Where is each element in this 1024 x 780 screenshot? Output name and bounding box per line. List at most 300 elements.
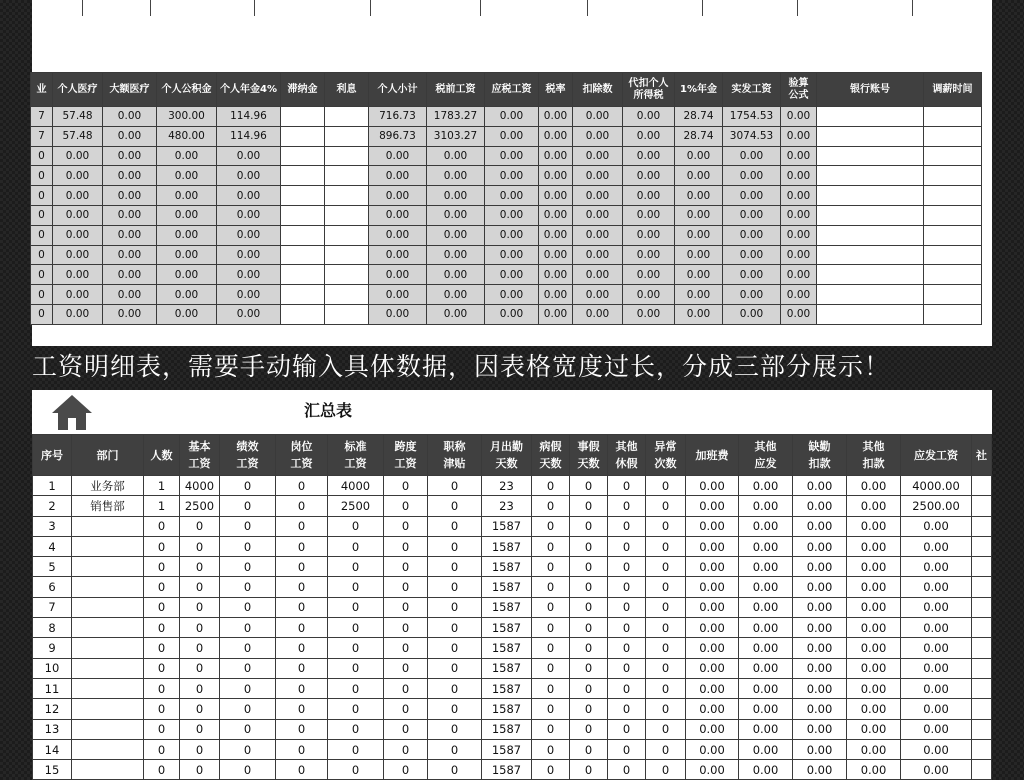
summary-table-cell[interactable]: 0 (570, 536, 608, 556)
detail-input-cell[interactable] (281, 126, 325, 146)
summary-table-cell[interactable]: 1587 (482, 577, 532, 597)
summary-table-cell[interactable]: 0 (328, 699, 384, 719)
summary-table-cell[interactable]: 0 (646, 577, 686, 597)
summary-table-cell[interactable]: 1587 (482, 739, 532, 759)
summary-table-cell[interactable]: 0 (428, 618, 482, 638)
summary-table-cell[interactable]: 0.00 (793, 719, 847, 739)
summary-table-cell[interactable]: 0 (570, 678, 608, 698)
summary-table-cell[interactable]: 0 (532, 638, 570, 658)
summary-table-cell[interactable]: 0 (532, 678, 570, 698)
summary-table-cell[interactable]: 14 (33, 739, 72, 759)
summary-table-cell[interactable]: 0 (532, 536, 570, 556)
detail-input-cell[interactable] (817, 126, 924, 146)
summary-table-cell[interactable]: 2500 (328, 496, 384, 516)
summary-table-cell[interactable]: 0 (180, 597, 220, 617)
summary-table-cell[interactable]: 0 (570, 557, 608, 577)
summary-table-cell[interactable]: 0.00 (739, 597, 793, 617)
summary-table-cell[interactable]: 0.00 (793, 699, 847, 719)
summary-table-cell[interactable]: 0.00 (686, 536, 739, 556)
detail-input-cell[interactable] (325, 265, 369, 285)
summary-table-cell[interactable]: 0 (428, 638, 482, 658)
summary-table-cell[interactable]: 0 (428, 577, 482, 597)
summary-table-cell[interactable]: 0.00 (793, 516, 847, 536)
detail-input-cell[interactable] (325, 205, 369, 225)
detail-input-cell[interactable] (281, 285, 325, 305)
summary-table-cell[interactable]: 0 (532, 658, 570, 678)
summary-table-cell[interactable]: 0 (180, 719, 220, 739)
detail-input-cell[interactable] (817, 166, 924, 186)
summary-table-cell[interactable]: 0 (144, 638, 180, 658)
summary-table-cell[interactable]: 0 (532, 577, 570, 597)
detail-input-cell[interactable] (924, 304, 982, 324)
detail-input-cell[interactable] (281, 205, 325, 225)
summary-table-cell[interactable]: 0 (220, 739, 276, 759)
detail-input-cell[interactable] (817, 304, 924, 324)
detail-input-cell[interactable] (924, 285, 982, 305)
summary-table-cell[interactable]: 5 (33, 557, 72, 577)
summary-table-cell[interactable]: 0 (180, 516, 220, 536)
summary-table-cell[interactable]: 0 (180, 699, 220, 719)
summary-table-cell[interactable] (72, 739, 144, 759)
summary-table-cell[interactable] (972, 678, 992, 698)
detail-input-cell[interactable] (924, 265, 982, 285)
summary-table-cell[interactable]: 0 (180, 618, 220, 638)
summary-table-cell[interactable]: 0 (646, 678, 686, 698)
detail-input-cell[interactable] (817, 186, 924, 206)
summary-table-cell[interactable]: 0 (276, 739, 328, 759)
summary-table-cell[interactable]: 0 (428, 536, 482, 556)
summary-table-cell[interactable]: 0 (220, 678, 276, 698)
summary-table-cell[interactable]: 0 (384, 516, 428, 536)
summary-table-cell[interactable]: 0 (220, 577, 276, 597)
summary-table-cell[interactable]: 1587 (482, 618, 532, 638)
summary-table-cell[interactable]: 0 (646, 658, 686, 678)
summary-table-cell[interactable]: 0.00 (686, 678, 739, 698)
summary-table-cell[interactable]: 0 (428, 719, 482, 739)
summary-table-cell[interactable]: 0 (428, 476, 482, 496)
detail-input-cell[interactable] (325, 304, 369, 324)
summary-table-cell[interactable] (72, 719, 144, 739)
summary-table-cell[interactable]: 0.00 (847, 516, 901, 536)
summary-table-cell[interactable]: 2 (33, 496, 72, 516)
detail-input-cell[interactable] (924, 166, 982, 186)
summary-table-cell[interactable]: 13 (33, 719, 72, 739)
summary-table-cell[interactable] (972, 496, 992, 516)
summary-table-cell[interactable]: 0 (328, 536, 384, 556)
summary-table-cell[interactable] (972, 597, 992, 617)
summary-table-cell[interactable]: 0 (570, 760, 608, 780)
summary-table-cell[interactable]: 0 (220, 618, 276, 638)
summary-table-cell[interactable]: 0 (532, 557, 570, 577)
summary-table-cell[interactable]: 0 (144, 577, 180, 597)
summary-table-cell[interactable]: 0 (276, 557, 328, 577)
summary-table-cell[interactable]: 0.00 (686, 699, 739, 719)
summary-table-cell[interactable]: 0 (532, 760, 570, 780)
summary-table-cell[interactable]: 0 (384, 678, 428, 698)
summary-table-cell[interactable]: 0.00 (901, 760, 972, 780)
summary-table-cell[interactable]: 0 (276, 719, 328, 739)
summary-table-cell[interactable] (72, 760, 144, 780)
summary-table-cell[interactable]: 0.00 (739, 678, 793, 698)
detail-input-cell[interactable] (924, 146, 982, 166)
detail-input-cell[interactable] (281, 146, 325, 166)
summary-table-cell[interactable]: 销售部 (72, 496, 144, 516)
summary-table-cell[interactable]: 0 (532, 476, 570, 496)
detail-input-cell[interactable] (924, 126, 982, 146)
summary-table-cell[interactable]: 0 (180, 536, 220, 556)
summary-table-cell[interactable]: 0.00 (793, 760, 847, 780)
summary-table-cell[interactable]: 1 (144, 476, 180, 496)
detail-input-cell[interactable] (281, 166, 325, 186)
summary-table-cell[interactable]: 0 (608, 618, 646, 638)
summary-table-cell[interactable]: 0 (220, 699, 276, 719)
summary-table-cell[interactable]: 0.00 (739, 496, 793, 516)
summary-table-cell[interactable]: 0 (328, 577, 384, 597)
summary-table-cell[interactable]: 0 (384, 557, 428, 577)
summary-table-cell[interactable]: 4 (33, 536, 72, 556)
summary-table-cell[interactable]: 0 (608, 638, 646, 658)
summary-table-cell[interactable]: 0 (144, 739, 180, 759)
summary-table-cell[interactable] (972, 760, 992, 780)
summary-table-cell[interactable]: 0 (220, 476, 276, 496)
summary-table-cell[interactable]: 0 (384, 739, 428, 759)
detail-input-cell[interactable] (817, 265, 924, 285)
summary-table-cell[interactable]: 0 (180, 638, 220, 658)
summary-table-cell[interactable] (72, 597, 144, 617)
summary-table-cell[interactable] (72, 678, 144, 698)
summary-table-cell[interactable]: 0 (180, 557, 220, 577)
summary-table-cell[interactable]: 0.00 (847, 577, 901, 597)
summary-table-cell[interactable]: 0.00 (739, 739, 793, 759)
summary-table-cell[interactable]: 0.00 (686, 638, 739, 658)
summary-table-cell[interactable] (72, 658, 144, 678)
summary-table-cell[interactable]: 0 (384, 577, 428, 597)
summary-table-cell[interactable]: 0 (428, 557, 482, 577)
summary-table-cell[interactable]: 0 (220, 496, 276, 516)
summary-table-cell[interactable]: 0 (608, 496, 646, 516)
summary-table-cell[interactable]: 0 (646, 699, 686, 719)
summary-table-cell[interactable]: 0.00 (901, 597, 972, 617)
summary-table-cell[interactable]: 0.00 (793, 618, 847, 638)
summary-table-cell[interactable] (972, 658, 992, 678)
summary-table-cell[interactable]: 0 (220, 536, 276, 556)
summary-table-cell[interactable]: 0 (646, 557, 686, 577)
detail-input-cell[interactable] (325, 186, 369, 206)
summary-table-cell[interactable]: 2500 (180, 496, 220, 516)
summary-table-cell[interactable]: 0.00 (686, 719, 739, 739)
summary-table-cell[interactable]: 23 (482, 476, 532, 496)
summary-table-cell[interactable]: 0 (428, 739, 482, 759)
summary-table-cell[interactable]: 0.00 (847, 496, 901, 516)
summary-table-cell[interactable]: 0.00 (847, 597, 901, 617)
summary-table-cell[interactable]: 0 (570, 739, 608, 759)
summary-table-cell[interactable]: 1587 (482, 557, 532, 577)
summary-table-cell[interactable]: 4000 (180, 476, 220, 496)
detail-input-cell[interactable] (325, 245, 369, 265)
summary-table-cell[interactable]: 0.00 (901, 536, 972, 556)
summary-table-cell[interactable]: 1587 (482, 699, 532, 719)
detail-input-cell[interactable] (281, 265, 325, 285)
summary-table-cell[interactable]: 0 (144, 597, 180, 617)
summary-table-cell[interactable]: 0 (428, 678, 482, 698)
summary-table-cell[interactable] (72, 557, 144, 577)
summary-table-cell[interactable]: 0 (144, 557, 180, 577)
summary-table-cell[interactable]: 0 (328, 760, 384, 780)
summary-table-cell[interactable]: 0 (570, 618, 608, 638)
summary-table-cell[interactable]: 0 (276, 760, 328, 780)
summary-table-cell[interactable]: 0 (608, 719, 646, 739)
summary-table-cell[interactable]: 0.00 (847, 658, 901, 678)
summary-table-cell[interactable]: 0 (276, 516, 328, 536)
summary-table-cell[interactable]: 0 (608, 658, 646, 678)
summary-table-cell[interactable]: 0 (276, 658, 328, 678)
summary-table-cell[interactable]: 0.00 (739, 557, 793, 577)
summary-table-cell[interactable]: 0.00 (901, 719, 972, 739)
summary-table-cell[interactable]: 0.00 (847, 699, 901, 719)
detail-input-cell[interactable] (281, 186, 325, 206)
summary-table-cell[interactable]: 0 (276, 536, 328, 556)
summary-table-cell[interactable]: 0 (570, 597, 608, 617)
detail-input-cell[interactable] (281, 107, 325, 127)
summary-table-cell[interactable]: 4000.00 (901, 476, 972, 496)
summary-table-cell[interactable] (72, 618, 144, 638)
summary-table-cell[interactable]: 0.00 (847, 557, 901, 577)
summary-table-cell[interactable]: 0.00 (739, 699, 793, 719)
summary-table-cell[interactable]: 0 (570, 658, 608, 678)
summary-table-cell[interactable]: 0.00 (793, 739, 847, 759)
summary-table-cell[interactable]: 0.00 (793, 658, 847, 678)
summary-table-cell[interactable]: 0 (428, 699, 482, 719)
summary-table-cell[interactable]: 0.00 (901, 557, 972, 577)
summary-table-cell[interactable]: 1587 (482, 597, 532, 617)
detail-input-cell[interactable] (325, 225, 369, 245)
summary-table-cell[interactable]: 1587 (482, 719, 532, 739)
summary-table-cell[interactable]: 1587 (482, 638, 532, 658)
detail-input-cell[interactable] (924, 107, 982, 127)
detail-input-cell[interactable] (817, 245, 924, 265)
summary-table-cell[interactable]: 1587 (482, 536, 532, 556)
summary-table-cell[interactable]: 0.00 (739, 536, 793, 556)
summary-table-cell[interactable]: 0 (144, 760, 180, 780)
summary-table-cell[interactable]: 0 (384, 760, 428, 780)
summary-table-cell[interactable]: 0 (180, 658, 220, 678)
summary-table-cell[interactable]: 8 (33, 618, 72, 638)
summary-table-cell[interactable]: 0.00 (739, 516, 793, 536)
summary-table-cell[interactable]: 0.00 (847, 536, 901, 556)
summary-table-cell[interactable]: 0 (570, 476, 608, 496)
summary-table-cell[interactable]: 0 (144, 699, 180, 719)
summary-table-cell[interactable]: 0.00 (739, 638, 793, 658)
detail-input-cell[interactable] (924, 225, 982, 245)
summary-table-cell[interactable]: 0.00 (793, 678, 847, 698)
summary-table-cell[interactable]: 0 (276, 618, 328, 638)
summary-table-cell[interactable]: 0 (384, 536, 428, 556)
summary-table-cell[interactable]: 0 (384, 638, 428, 658)
summary-table-cell[interactable]: 2500.00 (901, 496, 972, 516)
summary-table-cell[interactable] (972, 557, 992, 577)
summary-table-cell[interactable]: 7 (33, 597, 72, 617)
detail-input-cell[interactable] (817, 225, 924, 245)
summary-table-cell[interactable]: 0 (646, 536, 686, 556)
summary-table-cell[interactable]: 0 (646, 476, 686, 496)
summary-table-cell[interactable]: 0.00 (847, 618, 901, 638)
summary-table-cell[interactable]: 0 (428, 597, 482, 617)
summary-table-cell[interactable]: 0 (144, 536, 180, 556)
summary-table-cell[interactable]: 0 (608, 557, 646, 577)
summary-table-cell[interactable] (972, 516, 992, 536)
summary-table-cell[interactable]: 0 (646, 618, 686, 638)
summary-table-cell[interactable]: 0 (328, 597, 384, 617)
summary-table-cell[interactable]: 0.00 (793, 496, 847, 516)
summary-table-cell[interactable]: 0.00 (847, 678, 901, 698)
summary-table-cell[interactable]: 0 (646, 739, 686, 759)
summary-table-cell[interactable]: 0.00 (901, 678, 972, 698)
summary-table-cell[interactable]: 0.00 (901, 638, 972, 658)
summary-table-cell[interactable]: 0 (328, 557, 384, 577)
summary-table-cell[interactable]: 15 (33, 760, 72, 780)
summary-table-cell[interactable]: 0.00 (901, 658, 972, 678)
summary-table-cell[interactable]: 0.00 (686, 516, 739, 536)
summary-table-cell[interactable] (972, 638, 992, 658)
summary-table-cell[interactable]: 0.00 (739, 618, 793, 638)
summary-table-cell[interactable]: 0.00 (686, 618, 739, 638)
summary-table-cell[interactable]: 1 (144, 496, 180, 516)
summary-table-cell[interactable]: 0.00 (901, 577, 972, 597)
summary-table-cell[interactable]: 0 (384, 618, 428, 638)
summary-table-cell[interactable]: 0 (144, 719, 180, 739)
summary-table-cell[interactable]: 0 (384, 699, 428, 719)
summary-table-cell[interactable]: 0 (608, 536, 646, 556)
summary-table-cell[interactable]: 0.00 (793, 577, 847, 597)
summary-table-cell[interactable]: 0 (428, 760, 482, 780)
detail-input-cell[interactable] (281, 225, 325, 245)
summary-table-cell[interactable]: 0.00 (739, 719, 793, 739)
summary-table-cell[interactable]: 4000 (328, 476, 384, 496)
summary-table-cell[interactable]: 0 (570, 638, 608, 658)
summary-table-cell[interactable] (72, 516, 144, 536)
summary-table-cell[interactable]: 0 (328, 739, 384, 759)
summary-table-cell[interactable]: 0.00 (793, 536, 847, 556)
summary-table-cell[interactable]: 1587 (482, 678, 532, 698)
summary-table-cell[interactable]: 0.00 (847, 739, 901, 759)
summary-table-cell[interactable]: 0 (608, 577, 646, 597)
summary-table-cell[interactable]: 0 (144, 618, 180, 638)
summary-table-cell[interactable]: 0.00 (793, 638, 847, 658)
summary-table-cell[interactable]: 0 (532, 699, 570, 719)
summary-table-cell[interactable]: 1587 (482, 760, 532, 780)
summary-table-cell[interactable]: 0.00 (686, 476, 739, 496)
summary-table-cell[interactable] (72, 638, 144, 658)
summary-table-cell[interactable]: 0 (384, 476, 428, 496)
summary-table-cell[interactable]: 0 (570, 719, 608, 739)
summary-table-cell[interactable]: 0 (276, 597, 328, 617)
summary-table-cell[interactable]: 0.00 (793, 557, 847, 577)
summary-table-cell[interactable]: 0 (608, 699, 646, 719)
summary-table-cell[interactable] (972, 739, 992, 759)
summary-table-cell[interactable]: 0.00 (847, 476, 901, 496)
summary-table-cell[interactable]: 0 (328, 618, 384, 638)
summary-table-cell[interactable]: 1587 (482, 658, 532, 678)
summary-table-cell[interactable]: 0 (328, 516, 384, 536)
summary-table-cell[interactable]: 0.00 (901, 699, 972, 719)
summary-table-cell[interactable]: 0 (144, 516, 180, 536)
detail-input-cell[interactable] (924, 205, 982, 225)
summary-table-cell[interactable]: 0.00 (686, 557, 739, 577)
summary-table-cell[interactable]: 0.00 (739, 658, 793, 678)
summary-table-cell[interactable]: 0 (428, 658, 482, 678)
summary-table-cell[interactable]: 0 (180, 739, 220, 759)
summary-table-cell[interactable]: 0 (180, 760, 220, 780)
summary-table-cell[interactable]: 0 (532, 719, 570, 739)
summary-table-cell[interactable]: 0 (608, 476, 646, 496)
summary-table-cell[interactable]: 业务部 (72, 476, 144, 496)
summary-table-cell[interactable]: 0 (646, 516, 686, 536)
summary-table-cell[interactable]: 0 (328, 658, 384, 678)
summary-table-cell[interactable]: 0 (384, 496, 428, 516)
summary-table-cell[interactable]: 0 (220, 597, 276, 617)
summary-table-cell[interactable] (972, 699, 992, 719)
summary-table-cell[interactable] (972, 618, 992, 638)
summary-table-cell[interactable]: 0.00 (686, 577, 739, 597)
summary-table-cell[interactable]: 12 (33, 699, 72, 719)
summary-table-cell[interactable]: 0 (384, 597, 428, 617)
summary-table-cell[interactable]: 0 (646, 638, 686, 658)
summary-table-cell[interactable]: 0 (532, 618, 570, 638)
summary-table-cell[interactable]: 0 (608, 597, 646, 617)
summary-table-cell[interactable]: 0 (532, 597, 570, 617)
summary-table-cell[interactable]: 0.00 (739, 476, 793, 496)
summary-table-cell[interactable]: 0 (220, 516, 276, 536)
summary-table-cell[interactable]: 0 (428, 496, 482, 516)
detail-input-cell[interactable] (325, 285, 369, 305)
summary-table-cell[interactable] (972, 719, 992, 739)
summary-table-cell[interactable]: 0 (276, 638, 328, 658)
summary-table-cell[interactable]: 0 (220, 557, 276, 577)
detail-input-cell[interactable] (281, 304, 325, 324)
summary-table-cell[interactable]: 0 (328, 678, 384, 698)
summary-table-cell[interactable]: 0 (608, 516, 646, 536)
summary-table-cell[interactable]: 0.00 (686, 739, 739, 759)
summary-table-cell[interactable]: 0 (646, 597, 686, 617)
summary-table-cell[interactable] (72, 699, 144, 719)
summary-table-cell[interactable]: 0 (428, 516, 482, 536)
summary-table-cell[interactable]: 0 (144, 658, 180, 678)
summary-table-cell[interactable]: 0 (180, 577, 220, 597)
detail-input-cell[interactable] (325, 166, 369, 186)
home-icon[interactable] (50, 392, 94, 432)
summary-table-cell[interactable]: 0 (276, 476, 328, 496)
summary-table-cell[interactable]: 0 (532, 516, 570, 536)
summary-table-cell[interactable]: 0.00 (847, 719, 901, 739)
summary-table-cell[interactable] (972, 536, 992, 556)
detail-input-cell[interactable] (325, 126, 369, 146)
summary-table-cell[interactable]: 0 (570, 516, 608, 536)
summary-table-cell[interactable]: 0 (220, 638, 276, 658)
summary-table-cell[interactable]: 0 (384, 719, 428, 739)
summary-table-cell[interactable]: 1 (33, 476, 72, 496)
summary-table-cell[interactable]: 0.00 (793, 597, 847, 617)
detail-input-cell[interactable] (325, 146, 369, 166)
detail-input-cell[interactable] (817, 285, 924, 305)
summary-table-cell[interactable]: 0 (532, 496, 570, 516)
summary-table-cell[interactable]: 9 (33, 638, 72, 658)
summary-table-cell[interactable]: 11 (33, 678, 72, 698)
summary-table-cell[interactable]: 0 (144, 678, 180, 698)
detail-input-cell[interactable] (817, 107, 924, 127)
summary-table-cell[interactable]: 0 (328, 719, 384, 739)
summary-table-cell[interactable]: 0 (608, 760, 646, 780)
summary-table-cell[interactable]: 0.00 (686, 496, 739, 516)
